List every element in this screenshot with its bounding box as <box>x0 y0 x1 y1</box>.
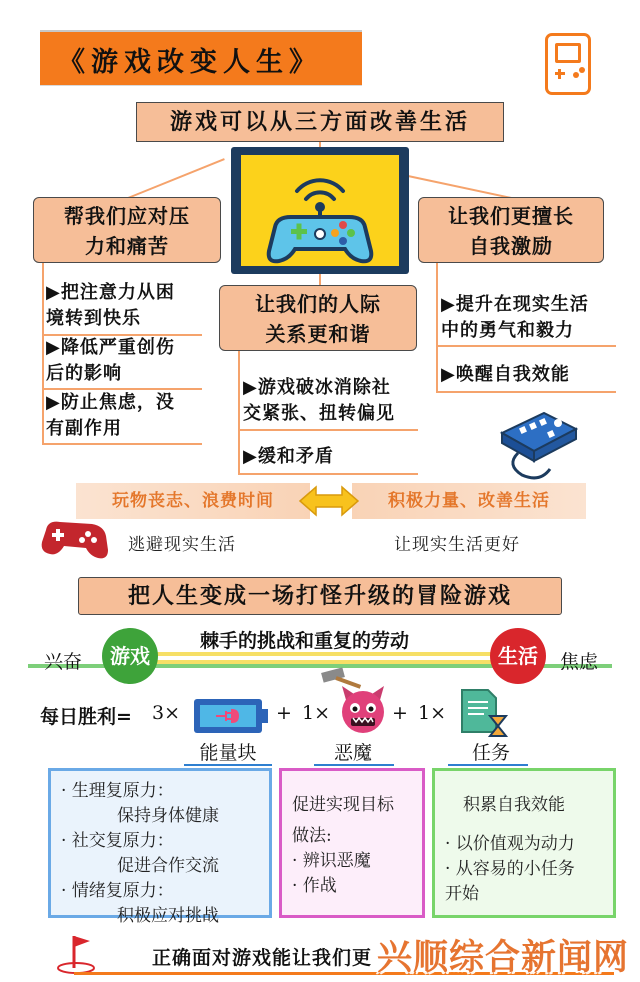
branch-line <box>238 351 240 475</box>
branch-stress-heading <box>33 197 221 263</box>
list-item: ▶游戏破冰消除社 交紧张、扭转偏见 <box>243 377 395 424</box>
footer-text: 正确面对游戏能让我们更 <box>152 947 373 969</box>
list-item: ▶把注意力从困 境转到快乐 <box>46 282 175 329</box>
excitement-label: 兴奋 <box>44 651 83 673</box>
anxiety-label: 焦虑 <box>560 651 599 673</box>
task-item: · 从容易的小任务 <box>445 859 575 879</box>
divider <box>436 345 616 347</box>
energy-detail: 积极应对挑战 <box>117 906 219 926</box>
task-underline <box>448 764 528 766</box>
energy-item: · 社交复原力： <box>61 831 174 851</box>
task-heading: 积累自我效能 <box>463 795 565 815</box>
demon-method: 做法: <box>292 826 332 846</box>
divider <box>238 473 418 475</box>
branch-relationship-line1: 让我们的人际 <box>255 292 381 316</box>
coef-demon: 1× <box>302 702 331 724</box>
energy-underline <box>184 764 272 766</box>
branch-motivation-heading <box>418 197 604 263</box>
branch-motivation-line1: 让我们更擅长 <box>448 204 574 228</box>
red-controller-icon <box>38 516 112 564</box>
task-item: 开始 <box>445 884 479 904</box>
document-hourglass-icon <box>458 688 510 738</box>
divider <box>238 429 418 431</box>
divider <box>436 391 616 393</box>
positive-view-label: 积极力量、改善生活 <box>352 483 586 519</box>
branch-stress-line2: 力和痛苦 <box>85 234 169 258</box>
positive-caption: 让现实生活更好 <box>394 535 520 555</box>
subtitle: 游戏可以从三方面改善生活 <box>136 102 504 142</box>
branch-relationship-heading <box>219 285 417 351</box>
life-circle: 生活 <box>490 628 546 684</box>
task-item: · 以价值观为动力 <box>445 834 575 854</box>
battery-icon <box>192 697 270 735</box>
demon-icon <box>338 684 388 736</box>
demon-label: 恶魔 <box>333 742 372 764</box>
page-title: 《游戏改变人生》 <box>58 47 322 78</box>
list-item: ▶防止焦虑，没 有副作用 <box>46 392 175 439</box>
list-item: ▶唤醒自我效能 <box>441 364 570 385</box>
double-arrow-icon <box>298 485 360 517</box>
energy-detail: 促进合作交流 <box>117 856 219 876</box>
branch-relationship-line2: 关系更和谐 <box>265 322 371 346</box>
divider <box>42 443 202 445</box>
flag-icon <box>54 930 98 974</box>
plus-sign: + <box>392 702 408 724</box>
demon-card <box>279 768 425 918</box>
game-circle: 游戏 <box>102 628 158 684</box>
branch-line <box>436 263 438 391</box>
energy-card <box>48 768 272 926</box>
handheld-console-icon <box>545 33 591 95</box>
watermark: 兴顺综合新闻网 <box>377 938 630 978</box>
scale-line-bottom <box>156 660 496 664</box>
negative-view-label: 玩物丧志、浪费时间 <box>76 483 310 519</box>
task-label: 任务 <box>471 742 510 764</box>
wifi-signal-icon <box>297 180 343 221</box>
negative-caption: 逃避现实生活 <box>128 535 236 555</box>
list-item: ▶降低严重创伤 后的影响 <box>46 337 175 384</box>
gamepad-icon <box>241 155 399 266</box>
energy-item: · 生理复原力： <box>61 781 174 801</box>
list-item: ▶提升在现实生活 中的勇气和毅力 <box>441 294 589 341</box>
list-item: ▶缓和矛盾 <box>243 446 334 467</box>
scale-line-top <box>156 652 496 656</box>
branch-motivation-line2: 自我激励 <box>469 234 553 258</box>
task-card <box>432 768 616 918</box>
equation-prefix: 每日胜利= <box>40 706 132 728</box>
energy-detail: 保持身体健康 <box>117 806 219 826</box>
energy-item: · 情绪复原力： <box>61 881 174 901</box>
connector-line <box>128 158 225 199</box>
branch-line <box>42 263 44 443</box>
demon-heading: 促进实现目标 <box>292 795 394 815</box>
game-screen <box>231 147 409 274</box>
energy-label: 能量块 <box>199 742 257 764</box>
coef-task: 1× <box>418 702 447 724</box>
demon-item: · 辨识恶魔 <box>292 851 371 871</box>
scale-top-text: 棘手的挑战和重复的劳动 <box>200 630 410 652</box>
coef-energy: 3× <box>152 702 181 724</box>
demon-underline <box>314 764 394 766</box>
section-banner: 把人生变成一场打怪升级的冒险游戏 <box>78 577 562 615</box>
demon-item: · 作战 <box>292 876 337 896</box>
branch-stress-line1: 帮我们应对压 <box>64 204 190 228</box>
joystick-icon <box>492 405 584 485</box>
plus-sign: + <box>276 702 292 724</box>
